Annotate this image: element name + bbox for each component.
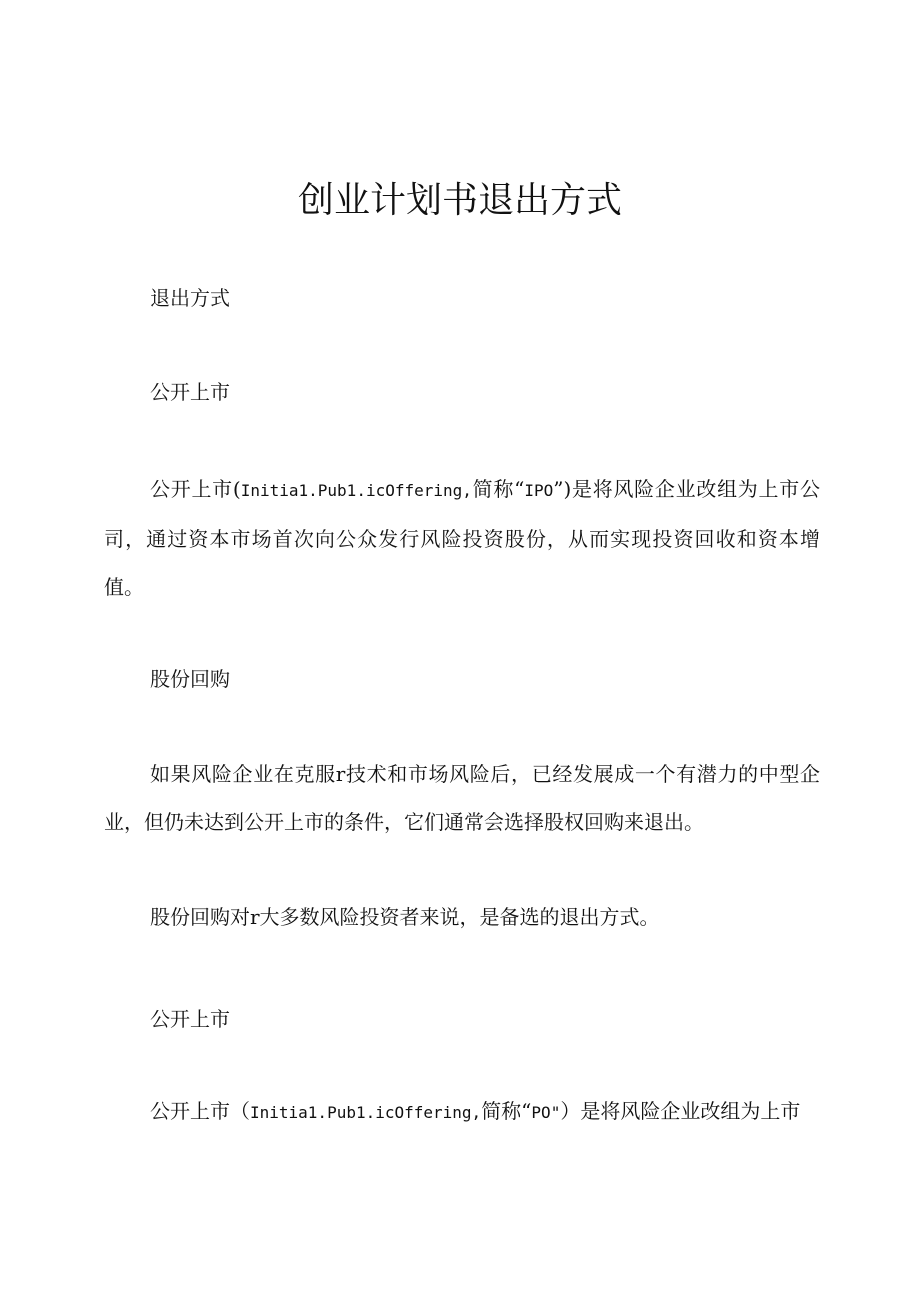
text-run: 公开上市（: [150, 1099, 250, 1123]
section-heading-ipo-repeat: 公开上市: [150, 1007, 230, 1031]
paragraph-ipo-definition: [104, 465, 820, 611]
paragraph-ipo-definition-repeat: [104, 1087, 820, 1137]
paragraph-buyback-note: 股份回购对r大多数风险投资者来说，是备选的退出方式。: [150, 905, 660, 929]
text-run: 简称“: [481, 1099, 532, 1123]
section-heading-share-buyback: 股份回购: [150, 667, 230, 691]
section-heading-exit-methods: 退出方式: [150, 286, 230, 310]
text-run: 如果风险企业在克服r技术和市场风险后，已经发展成一个有潜力的中型企业，但仍未达到公开上市的条件，它们通常会选择股权回购来退出。: [104, 762, 820, 834]
text-run-latin: Initia1.Pub1.icOffering,: [240, 481, 472, 500]
section-heading-ipo: 公开上市: [150, 380, 230, 404]
text-run-latin: IPO: [524, 481, 554, 500]
text-run-latin: PO": [531, 1103, 561, 1122]
text-run: 公开上市(: [150, 477, 241, 501]
text-run: ）是将风险企业改组为上市: [560, 1099, 801, 1123]
text-run-latin: Initia1.Pub1.icOffering,: [250, 1103, 482, 1122]
document-title: 创业计划书退出方式: [297, 180, 622, 221]
text-run: ”)是将风险企业改组为上市公司，通过资本市场首次向公众发行风险投资股份，从而实现投资回收和资本增值。: [104, 477, 820, 599]
paragraph-buyback-description: [104, 750, 820, 846]
text-run: 简称“: [471, 477, 525, 501]
